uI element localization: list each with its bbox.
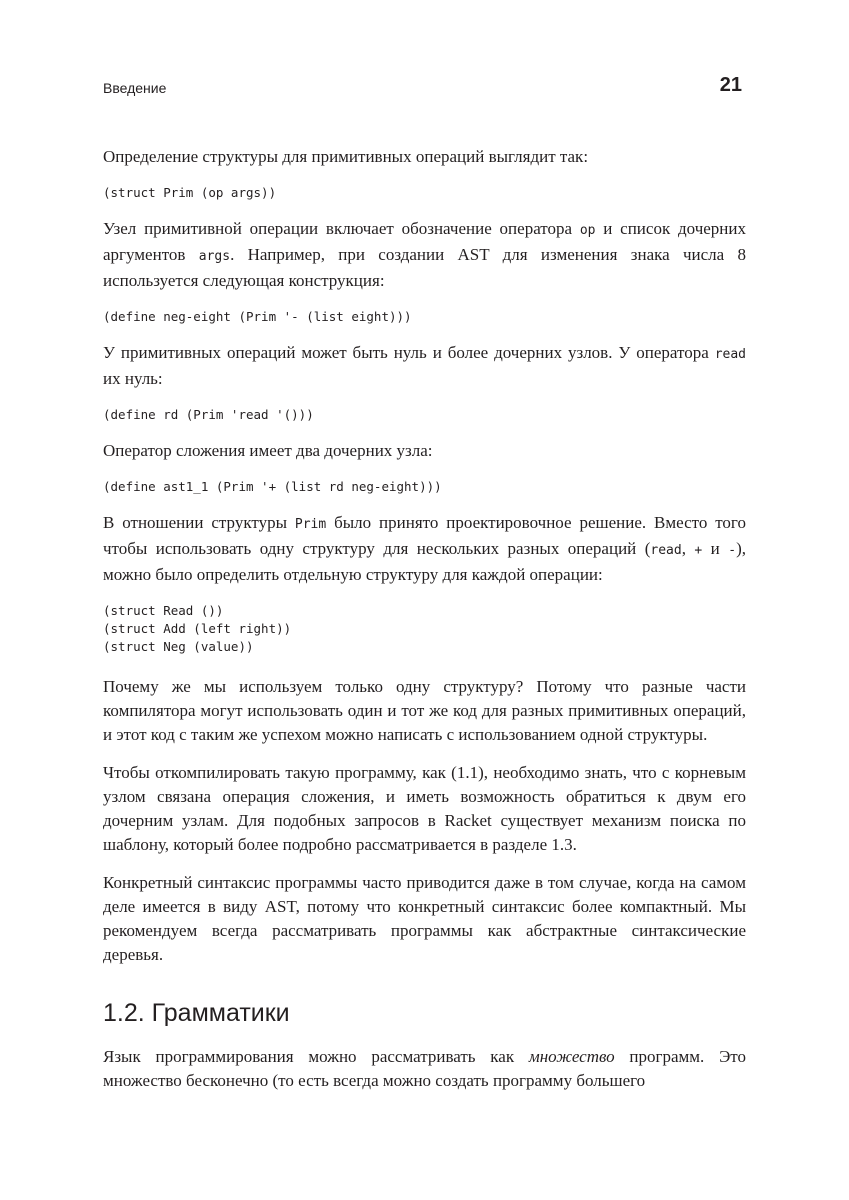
inline-code-args: args bbox=[198, 249, 231, 264]
running-header-title: Введение bbox=[103, 80, 167, 96]
section-heading: 1.2. Грамматики bbox=[103, 999, 290, 1027]
text-run: ), можно было определить отдельную структуру для каждой операции: bbox=[103, 539, 746, 584]
text-run: и bbox=[702, 539, 729, 558]
code-define-rd: (define rd (Prim 'read '())) bbox=[103, 407, 314, 422]
text-run: Язык программирования можно рассматривать как bbox=[103, 1047, 529, 1066]
text-run: В отношении структуры bbox=[103, 513, 295, 532]
code-line: (struct Read ()) bbox=[103, 603, 224, 618]
inline-code-prim: Prim bbox=[294, 517, 327, 532]
inline-code-plus: + bbox=[694, 543, 703, 558]
text-run: , bbox=[681, 539, 695, 558]
paragraph-child-nodes bbox=[103, 341, 746, 391]
inline-code-minus: - bbox=[728, 543, 737, 558]
code-struct-prim: (struct Prim (op args)) bbox=[103, 185, 277, 200]
text-run: программ. Это множество бесконечно (то есть всегда можно создать программу большего bbox=[103, 1047, 746, 1090]
text-run: их нуль: bbox=[103, 369, 163, 388]
text-run: было принято проектировочное решение. Вместо того чтобы использовать одну структуру для нескольких разных операций ( bbox=[103, 513, 746, 558]
inline-code-read: read bbox=[714, 347, 746, 362]
text-run: . Например, при создании AST для изменения знака числа 8 используется следующая конструкция: bbox=[103, 245, 747, 290]
paragraph-prim-intro: Определение структуры для примитивных операций выглядит так: bbox=[103, 147, 589, 166]
code-line: (struct Add (left right)) bbox=[103, 621, 292, 636]
text-run: У примитивных операций может быть нуль и более дочерних узлов. У оператора bbox=[103, 343, 715, 362]
page-number: 21 bbox=[719, 74, 742, 96]
emphasis-text: множество bbox=[528, 1047, 615, 1066]
paragraph-design-decision bbox=[103, 511, 746, 587]
paragraph-why-one-structure: Почему же мы используем только одну структуру? Потому что разные части компилятора могут использовать один и тот же код для разных примитивных операций, и этот код с таким же успехом можно написать с использованием одной структуры. bbox=[103, 677, 746, 744]
paragraph-prim-node bbox=[103, 217, 746, 293]
code-block-structs bbox=[103, 602, 746, 656]
inline-code-read: read bbox=[650, 543, 682, 558]
inline-code-op: op bbox=[579, 223, 596, 238]
paragraph-language-set bbox=[103, 1045, 746, 1093]
code-line: (struct Neg (value)) bbox=[103, 639, 254, 654]
page-body bbox=[103, 145, 746, 1093]
code-neg-eight: (define neg-eight (Prim '- (list eight))) bbox=[103, 309, 412, 324]
text-run: Узел примитивной операции включает обозначение оператора bbox=[103, 219, 580, 238]
paragraph-addition: Оператор сложения имеет два дочерних узла: bbox=[103, 441, 433, 460]
paragraph-pattern-matching: Чтобы откомпилировать такую программу, как (1.1), необходимо знать, что с корневым узлом связана операция сложения, и иметь возможность обратиться к двум его дочерним узлам. Для подобных запросов в Racket существует механизм поиска по шаблону, который более подробно рассматривается в разделе 1.3. bbox=[103, 763, 746, 854]
code-define-ast1-1: (define ast1_1 (Prim '+ (list rd neg-eight))) bbox=[103, 479, 442, 494]
text-run: и список дочерних аргументов bbox=[103, 219, 746, 264]
paragraph-concrete-syntax: Конкретный синтаксис программы часто приводится даже в том случае, когда на самом деле имеется в виду AST, потому что конкретный синтаксис более компактный. Мы рекомендуем всегда рассматривать программы как абстрактные синтаксические деревья. bbox=[103, 873, 746, 964]
